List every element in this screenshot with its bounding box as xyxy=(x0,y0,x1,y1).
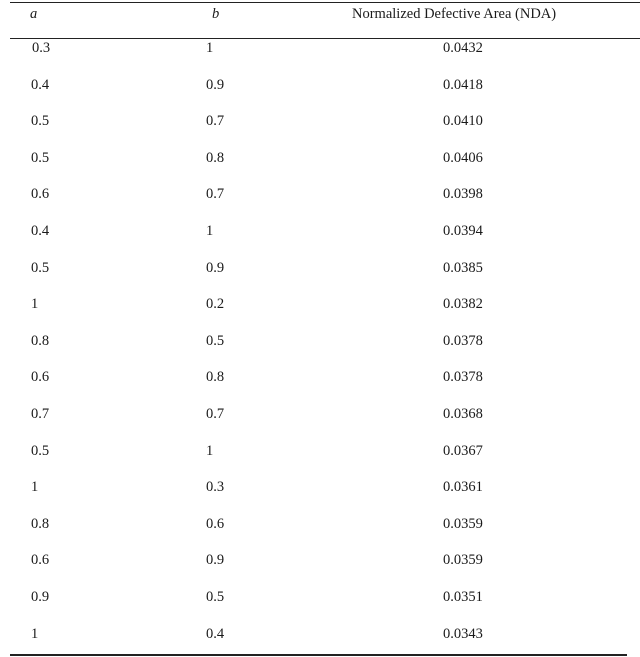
table-row xyxy=(0,184,640,204)
cell-nda: 0.0378 xyxy=(443,369,483,386)
cell-b: 0.5 xyxy=(206,332,225,349)
cell-a: 0.5 xyxy=(31,259,50,276)
cell-a: 0.3 xyxy=(32,40,51,56)
cell-b: 1 xyxy=(206,40,214,56)
table-row xyxy=(0,75,640,95)
cell-b: 0.9 xyxy=(206,552,225,569)
cell-b: 0.8 xyxy=(206,149,225,166)
header-nda: Normalized Defective Area (NDA) xyxy=(352,6,557,22)
table-row xyxy=(0,38,640,58)
cell-a: 0.8 xyxy=(31,332,50,349)
cell-b: 1 xyxy=(206,223,214,239)
cell-nda: 0.0398 xyxy=(443,186,483,203)
cell-a: 0.8 xyxy=(31,515,50,532)
cell-a: 1 xyxy=(31,479,39,496)
cell-b: 0.8 xyxy=(206,369,225,386)
cell-a: 1 xyxy=(31,296,39,313)
table-row xyxy=(0,111,640,131)
cell-b: 0.7 xyxy=(206,186,225,203)
cell-nda: 0.0410 xyxy=(443,113,483,130)
cell-nda: 0.0418 xyxy=(443,76,483,93)
table-row xyxy=(0,441,640,461)
table-top-rule xyxy=(10,2,640,3)
cell-a: 0.6 xyxy=(31,552,50,569)
cell-nda: 0.0359 xyxy=(443,552,483,569)
cell-a: 0.5 xyxy=(31,442,50,459)
table-row xyxy=(0,258,640,278)
cell-a: 0.5 xyxy=(31,113,50,130)
cell-a: 0.6 xyxy=(31,186,50,203)
cell-nda: 0.0385 xyxy=(443,259,483,276)
cell-a: 0.4 xyxy=(31,76,50,93)
cell-nda: 0.0351 xyxy=(443,589,483,605)
table-row xyxy=(0,587,640,607)
table-row xyxy=(0,294,640,314)
table-row xyxy=(0,514,640,534)
header-b: b xyxy=(212,6,220,22)
cell-a: 0.4 xyxy=(31,223,50,239)
cell-a: 0.9 xyxy=(31,589,50,605)
table-bottom-rule xyxy=(10,654,627,656)
cell-nda: 0.0432 xyxy=(443,40,483,56)
table-row xyxy=(0,331,640,351)
cell-nda: 0.0368 xyxy=(443,406,483,422)
cell-b: 0.9 xyxy=(206,259,225,276)
cell-a: 0.5 xyxy=(31,149,50,166)
cell-nda: 0.0359 xyxy=(443,515,483,532)
table-row xyxy=(0,477,640,497)
cell-b: 0.2 xyxy=(206,296,225,313)
table-row xyxy=(0,550,640,570)
cell-b: 0.5 xyxy=(206,589,225,605)
table-row xyxy=(0,148,640,168)
cell-nda: 0.0361 xyxy=(443,479,483,496)
cell-nda: 0.0378 xyxy=(443,332,483,349)
table-row xyxy=(0,624,640,644)
table-header-row xyxy=(0,4,640,24)
table-row xyxy=(0,221,640,241)
header-a: a xyxy=(30,6,38,22)
cell-b: 0.7 xyxy=(206,406,225,422)
cell-b: 1 xyxy=(206,442,214,459)
cell-a: 1 xyxy=(31,625,39,642)
table-row xyxy=(0,367,640,387)
cell-nda: 0.0406 xyxy=(443,149,483,166)
cell-nda: 0.0343 xyxy=(443,625,483,642)
cell-b: 0.3 xyxy=(206,479,225,496)
cell-a: 0.7 xyxy=(31,406,50,422)
cell-nda: 0.0394 xyxy=(443,223,483,239)
cell-nda: 0.0367 xyxy=(443,442,483,459)
table-row xyxy=(0,404,640,424)
cell-nda: 0.0382 xyxy=(443,296,483,313)
cell-b: 0.7 xyxy=(206,113,225,130)
cell-b: 0.4 xyxy=(206,625,225,642)
cell-a: 0.6 xyxy=(31,369,50,386)
cell-b: 0.9 xyxy=(206,76,225,93)
cell-b: 0.6 xyxy=(206,515,225,532)
